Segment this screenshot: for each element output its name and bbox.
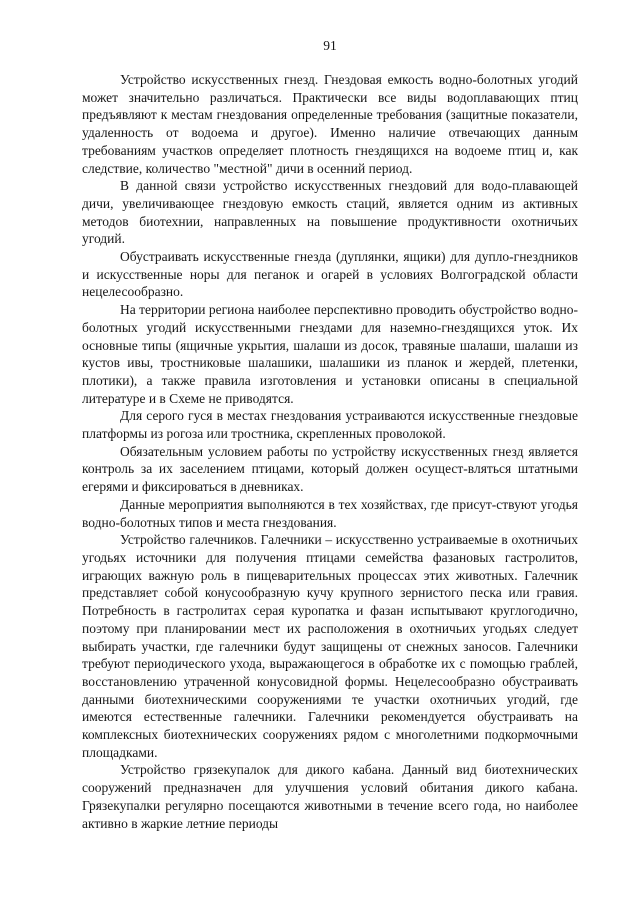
paragraph-wetland-farms: Данные мероприятия выполняются в тех хозяйствах, где присут-ствуют угодья водно-болотных типов и места гнездования. bbox=[82, 496, 578, 530]
paragraph-nest-capacity: В данной связи устройство искусственных гнездовий для водо-плавающей дичи, увеличивающее гнездовую емкость стаций, является одним из активных методов биотехнии, направленных на повышение продуктивности охотничьих угодий. bbox=[82, 178, 578, 247]
paragraph-ground-nesting-ducks: На территории региона наиболее перспективно проводить обустройство водно-болотных угодий искусственными гнездами для наземно-гнездящихся уток. Их основные типы (ящичные укрытия, шалаши из досок, травяные шалаши, шалаши из кустов ивы, тростниковые шалашики, шалашики из планок и жердей, плетенки, плотики), а также правила изготовления и установки описаны в специальной литературе и в Схеме не приводятся. bbox=[82, 302, 578, 406]
paragraph-hollow-nesters: Обустраивать искусственные гнезда (дуплянки, ящики) для дупло-гнездников и искусственные норы для пеганок и огарей в условиях Волгоградской области нецелесообразно. bbox=[82, 249, 578, 300]
paragraph-nest-monitoring: Обязательным условием работы по устройству искусственных гнезд является контроль за их заселением птицами, который должен осущест-вляться штатными егерями и фиксироваться в дневниках. bbox=[82, 443, 578, 495]
paragraph-gravel-beds: Устройство галечников. Галечники – искусственно устраиваемые в охотничьих угодьях источники для получения птицами семейства фазановых гастролитов, играющих важную роль в пищеварительных процессах этих животных. Галечник представляет собой конусообразную кучу крупного зернистого песка или гравия. Потребность в гастролитах серая куропатка и фазан испытывают круглогодично, поэтому при планировании мест их расположения в охотничьих угодьях следует выбирать участки, где галечники будут защищены от снежных заносов. Галечники требуют периодического ухода, выражающегося в обработке их с помощью граблей, восстановлению утраченной конусовидной формы. Нецелесообразно обустраивать данными биотехническими сооружениями те участки охотничьих угодий, где имеются естественные галечники. Галечники рекомендуется обустраивать на комплексных биотехнических сооружениях рядом с многолетними подкормочными площадками. bbox=[82, 532, 578, 760]
paragraph-artificial-nests: Устройство искусственных гнезд. Гнездовая емкость водно-болотных угодий может значительно различаться. Практически все виды водоплавающих птиц предъявляют к местам гнездования определенные требования (защитные показатели, удаленность от водоема и другое). Именно наличие отвечающих данным требованиям участков определяет плотность гнездящихся на водоеме птиц и, как следствие, количество "местной" дичи в осенний период. bbox=[82, 72, 578, 176]
paragraph-grey-goose: Для серого гуся в местах гнездования устраиваются искусственные гнездовые платформы из рогоза или тростника, скрепленных проволокой. bbox=[82, 408, 578, 442]
page-number: 91 bbox=[323, 38, 337, 53]
body-text bbox=[82, 71, 578, 832]
paragraph-mud-wallows: Устройство грязекупалок для дикого кабана. Данный вид биотехнических сооружений предназначен для улучшения условий обитания дикого кабана. Грязекупалки регулярно посещаются животными в течение всего года, но наиболее активно в жаркие летние периоды bbox=[82, 762, 578, 831]
